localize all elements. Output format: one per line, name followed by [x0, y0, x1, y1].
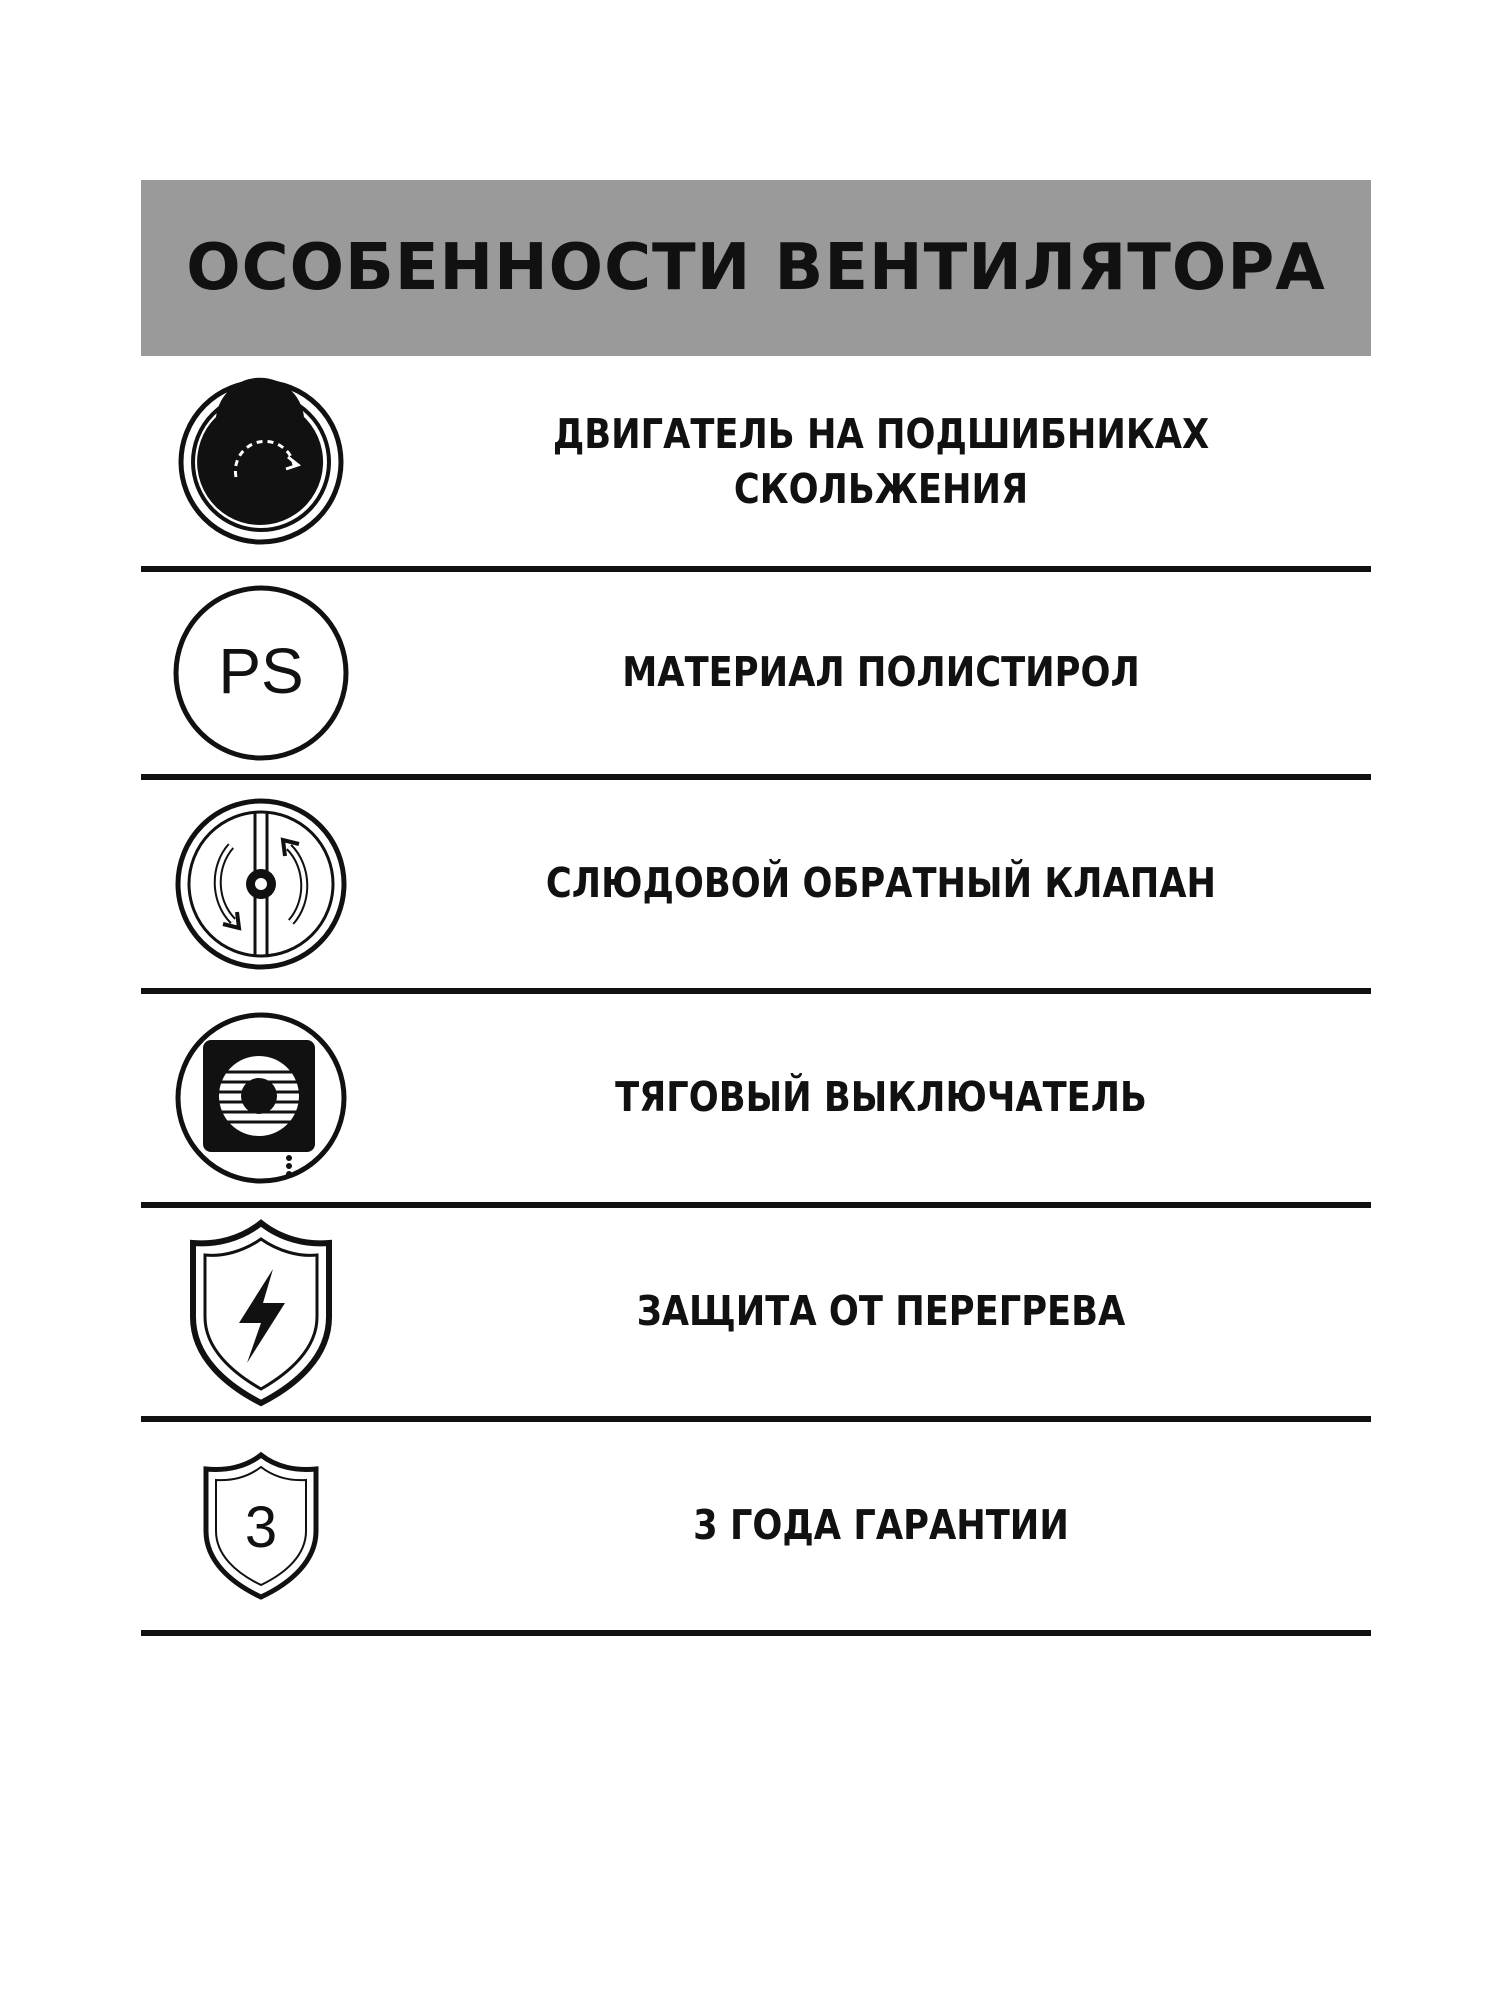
- check-valve-icon: [141, 780, 381, 988]
- page-title: ОСОБЕННОСТИ ВЕНТИЛЯТОРА: [186, 231, 1326, 305]
- feature-row-overheat: [141, 1208, 1371, 1422]
- warranty-shield-text: 3: [244, 1495, 278, 1560]
- feature-label: ТЯГОВЫЙ ВЫКЛЮЧАТЕЛЬ: [615, 1073, 1147, 1122]
- pull-switch-icon: [141, 994, 381, 1202]
- overheat-shield-icon: [141, 1208, 381, 1416]
- feature-row-valve: [141, 780, 1371, 994]
- feature-label: ДВИГАТЕЛЬ НА ПОДШИБНИКАХ СКОЛЬЖЕНИЯ: [552, 409, 1210, 513]
- feature-row-switch: [141, 994, 1371, 1208]
- feature-row-material: [141, 572, 1371, 780]
- polystyrene-icon-text: PS: [218, 635, 304, 707]
- warranty-shield-icon: [141, 1422, 381, 1630]
- feature-label: ЗАЩИТА ОТ ПЕРЕГРЕВА: [636, 1287, 1126, 1336]
- feature-row-motor: [141, 358, 1371, 572]
- feature-row-warranty: [141, 1422, 1371, 1636]
- feature-label: МАТЕРИАЛ ПОЛИСТИРОЛ: [622, 648, 1140, 697]
- header-banner: [141, 180, 1371, 356]
- motor-bearing-icon: [141, 358, 381, 566]
- feature-label: 3 ГОДА ГАРАНТИИ: [693, 1501, 1069, 1550]
- feature-label: СЛЮДОВОЙ ОБРАТНЫЙ КЛАПАН: [545, 859, 1217, 908]
- polystyrene-icon: [141, 572, 381, 774]
